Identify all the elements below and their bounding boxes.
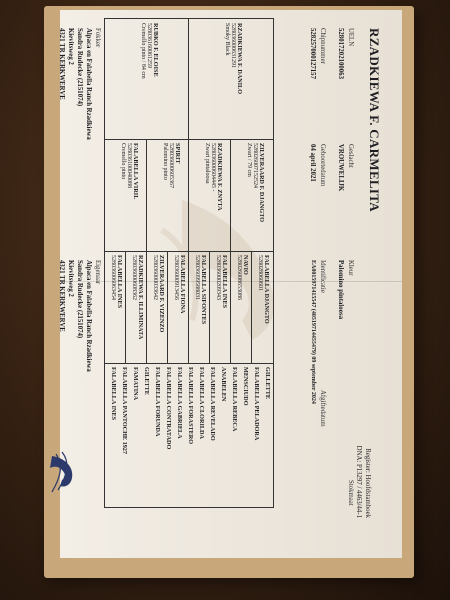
great-grandparent-entry <box>194 255 207 324</box>
owner-street: Kievitsweg 2 <box>67 260 74 297</box>
chip-value: 528257000127157 <box>309 28 316 79</box>
pedigree-certificate <box>60 10 402 558</box>
great-grandparent-entry <box>236 255 249 300</box>
great-grandparent-number: 528026008653086 <box>236 255 242 300</box>
pedigree-col-great-grandparents <box>105 251 273 364</box>
genotype-label: Identificatie <box>319 260 326 293</box>
great-grandparent-name: FALABELLA FIONA <box>179 255 186 314</box>
sex-label: Geslacht <box>347 144 354 168</box>
gen4-name: FAMATINA <box>132 367 139 401</box>
gen4-name: MENSCIUDO <box>242 367 249 406</box>
grandparent-entry <box>246 143 265 222</box>
great-grandparent-entry <box>173 255 186 314</box>
great-grandparent-number: 528036000033642 <box>152 255 158 300</box>
great-grandparent-number: 528036000209343 <box>215 255 221 300</box>
birth-label: Geboortedatum <box>319 144 326 187</box>
grandparent-color: Zwart pintaloosa <box>204 143 210 184</box>
color-label: Kleur <box>347 260 354 276</box>
great-grandparent-name: NAVIO <box>242 255 249 275</box>
gen4-name: FALABELLA REBECA <box>231 367 238 432</box>
ueln-label: UELN <box>347 28 354 47</box>
register-line-1: Register: Hoofdstamboek <box>364 448 371 518</box>
sex-value: VROUWELIJK <box>337 144 344 192</box>
grandparent-name: RZADKIEWA F. ZNYTA <box>216 143 223 211</box>
gen4-name: FALABELLA CLORILDA <box>198 367 205 439</box>
genotype-value: EA0015971415547 (40519714455479) 09 september 2024 <box>310 260 316 404</box>
breeder-street: Kievitsweg 2 <box>67 28 74 65</box>
breeder-person: Sandra Rudecke (2151074) <box>76 28 83 107</box>
gen4-name: FALABELLA PANTOCHE 1927 <box>121 367 128 454</box>
birth-value: 04 april 2021 <box>309 144 316 182</box>
pedigree-table <box>104 18 274 508</box>
great-grandparent-entry <box>110 255 123 308</box>
breeder-city: 4321 TR KERKWERVE <box>58 28 65 100</box>
great-grandparent-number: 528036000913456 <box>173 255 179 300</box>
horse-name-title: RZADKIEWA F. CARMELITA <box>367 28 382 212</box>
owner-person: Sandra Rudecke (2151074) <box>76 260 83 339</box>
pedigree-col-grandparents <box>105 139 273 252</box>
great-grandparent-name: FALABELLA INES <box>221 255 228 309</box>
grandparent-entry <box>162 143 181 188</box>
sire-number: 528036000631291 <box>230 23 236 68</box>
dam-number: 528036160061259 <box>146 23 152 68</box>
great-grandparent-name: ZILVERAARD F. VIZENZO <box>158 255 165 333</box>
great-grandparent-entry <box>152 255 165 332</box>
gen4-name: FALABELLA INES <box>110 367 117 421</box>
owner-name: Alpaca en Falabella Ranch Rzadkiewa <box>85 260 92 372</box>
sire-entry <box>224 23 243 94</box>
gen4-name: GILETTE <box>143 367 150 395</box>
grandparent-number: 528026007152524 <box>252 143 258 188</box>
grandparent-color: Palomino pinto <box>162 143 168 180</box>
grandparent-name: ZILVERAARD F. DJANGTO <box>258 143 265 223</box>
great-grandparent-number: 528036000608362 <box>131 255 137 300</box>
breeder-name: Alpaca en Falabella Ranch Rzadkiewa <box>85 28 92 140</box>
register-block <box>354 446 372 518</box>
grandparent-entry <box>204 143 223 211</box>
color-value: Palomino pintaloosa <box>337 260 344 320</box>
issue-date-label: Afgiftedatum <box>319 390 326 427</box>
breeder-label: Fokker <box>94 28 101 48</box>
pedigree-col-parents <box>105 19 273 140</box>
dam-entry <box>140 23 159 79</box>
owner-label: Eigenaar <box>94 260 101 285</box>
breeder-block <box>57 28 102 140</box>
grandparent-entry <box>120 143 139 199</box>
gen4-name: FALABELLA FORUNDA <box>154 367 161 437</box>
great-grandparent-entry <box>131 255 144 339</box>
pedigree-col-gen4 <box>105 363 273 507</box>
great-grandparent-name: RZADKIEWA F. ILLIMINATA <box>137 255 144 340</box>
great-grandparent-number: 528028060601 <box>257 255 263 291</box>
owner-block <box>57 260 102 372</box>
grandparent-color: Cremello pinto <box>120 143 126 180</box>
gen4-name: FALABELLA GABRIELA <box>176 367 183 439</box>
studbook-logo-icon <box>46 448 80 494</box>
grandparent-color: Zwart / 79 cm <box>246 143 252 177</box>
dam-color: Cremello pinto / 84 cm <box>140 23 146 79</box>
great-grandparent-entry <box>215 255 228 308</box>
sire-color: Smoky Black <box>224 23 230 56</box>
chip-label: Chipnummer <box>319 28 326 64</box>
gen4-name: FALABELLA CONTRATADO <box>165 367 172 450</box>
gen4-name: FALABELLA PELADORA <box>253 367 260 441</box>
owner-city: 4321 TR KERKWERVE <box>58 260 65 332</box>
dam-name: RUBKO F. ELOISE <box>152 23 159 77</box>
great-grandparent-name: FALABELLA DJANGTO <box>263 255 270 324</box>
great-grandparent-name: FALABELLA SIFONTES <box>200 255 207 325</box>
grandparent-number: 528036000605367 <box>168 143 174 188</box>
gen4-name: FALABELLA REVELADO <box>209 367 216 441</box>
grandparent-name: FALABELLA VIRIL <box>132 143 139 200</box>
gen4-name: FALABELLA FORASTERO <box>187 367 194 445</box>
great-grandparent-name: FALABELLA INES <box>116 255 123 309</box>
great-grandparent-entry <box>257 255 270 324</box>
great-grandparent-number: 528036006063454 <box>110 255 116 300</box>
register-line-2: DNA: P13297 / 4463/44-1 <box>355 445 362 518</box>
ueln-value: 528017202100063 <box>337 28 344 79</box>
studbook-label: Stokmaat <box>347 480 354 506</box>
great-grandparent-number: 528036099588031 <box>194 255 200 300</box>
sire-name: RZADKIEWA F. DANILO <box>236 23 243 95</box>
grandparent-number: 528036100040088 <box>126 143 132 188</box>
grandparent-name: SPIRIT <box>174 143 181 164</box>
gen4-name: ANABELEN <box>220 367 227 402</box>
gen4-name: GILLETTE <box>264 367 271 399</box>
grandparent-number: 528036000604445 - <box>210 143 216 192</box>
